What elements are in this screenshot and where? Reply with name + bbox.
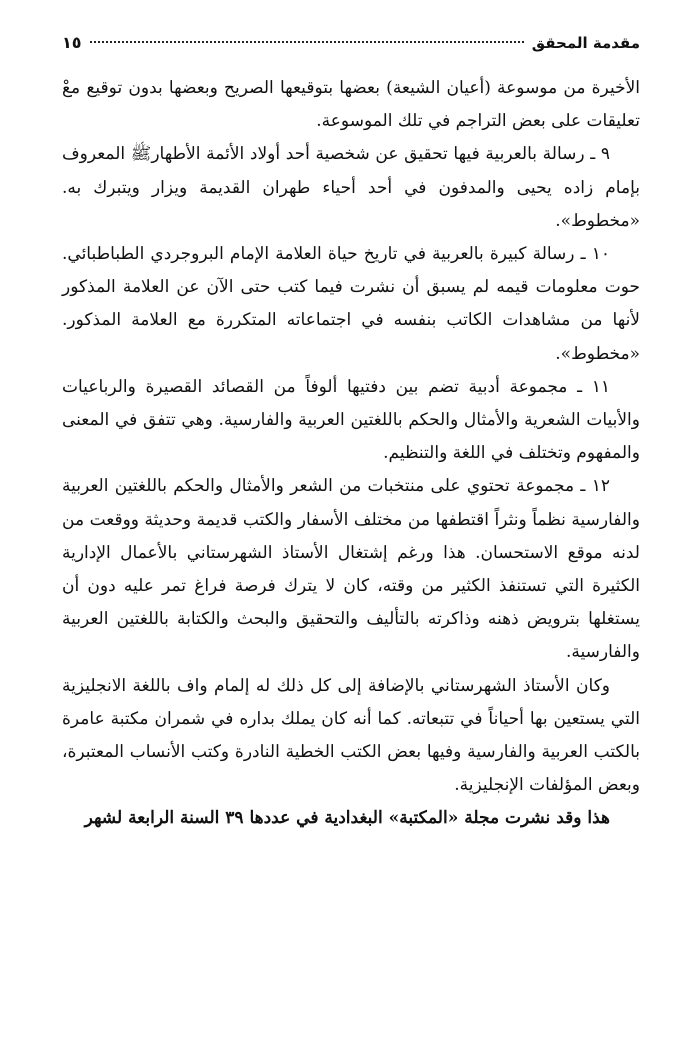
paragraph: الأخيرة من موسوعة (أعيان الشيعة) بعضها بتوقيعها الصريح وبعضها بدون توقيع معْ تعليقات على بعض التراجم في تلك الموسوعة.	[62, 78, 640, 132]
paragraph: ١٠ ـ رسالة كبيرة بالعربية في تاريخ حياة العلامة الإمام البروجردي الطباطبائي. حوت معلومات قيمه لم يسبق أن نشرت فيما كتب حتى الآن عن العلامة المذكور لأنها من مشاهدات الكاتب بنفسه في اجتماعاته المتكررة مع العلامة المذكور. «مخطوط».	[62, 244, 640, 364]
paragraph: هذا وقد نشرت مجلة «المكتبة» البغدادية في عددها ٣٩ السنة الرابعة لشهر	[84, 808, 610, 829]
paragraph: ١١ ـ مجموعة أدبية تضم بين دفتيها ألوفاً من القصائد القصيرة والرباعيات والأبيات الشعرية والأمثال والحكم باللغتين العربية والفارسية. وهي تتفق في المعنى والمفهوم وتختلف في اللغة والتنظيم.	[62, 376, 640, 464]
paragraph: وكان الأستاذ الشهرستاني بالإضافة إلى كل ذلك له إلمام واف باللغة الانجليزية التي يستعين بها أحياناً في تتبعاته. كما أنه كان يملك بداره في شمران مكتبة عامرة بالكتب العربية والفارسية وفيها بعض الكتب الخطية النادرة وكتب الأنساب المعتبرة، وبعض المؤلفات الإنجليزية.	[62, 675, 640, 796]
page-number: ١٥	[62, 33, 82, 52]
chapter-title: مقدمة المحقق	[531, 34, 640, 52]
running-header	[62, 28, 640, 58]
body-text	[62, 72, 640, 836]
book-page	[62, 28, 640, 836]
header-leader-dots	[90, 41, 524, 43]
paragraph: ١٢ ـ مجموعة تحتوي على منتخبات من الشعر والأمثال والحكم باللغتين العربية والفارسية نظماً ونثراً اقتطفها من مختلف الأسفار والكتب قديمة وحديثة ووقعت من لدنه موقع الاستحسان. هذا ورغم إشتغال الأستاذ الشهرستاني بالأعمال الإدارية الكثيرة التي تستنفذ الكثير من وقته، كان لا يترك فرصة فراغ تمر عليه دون أن يستغلها بترويض ذهنه وذاكرته بالتأليف والتحقيق والبحث والكتابة باللغتين العربية والفارسية.	[62, 476, 640, 663]
paragraph: ٩ ـ رسالة بالعربية فيها تحقيق عن شخصية أحد أولاد الأئمة الأطهارﷺ المعروف بإمام زاده يحيى والمدفون في أحد أحياء طهران القديمة ويزار ويتبرك به. «مخطوط».	[62, 144, 640, 231]
